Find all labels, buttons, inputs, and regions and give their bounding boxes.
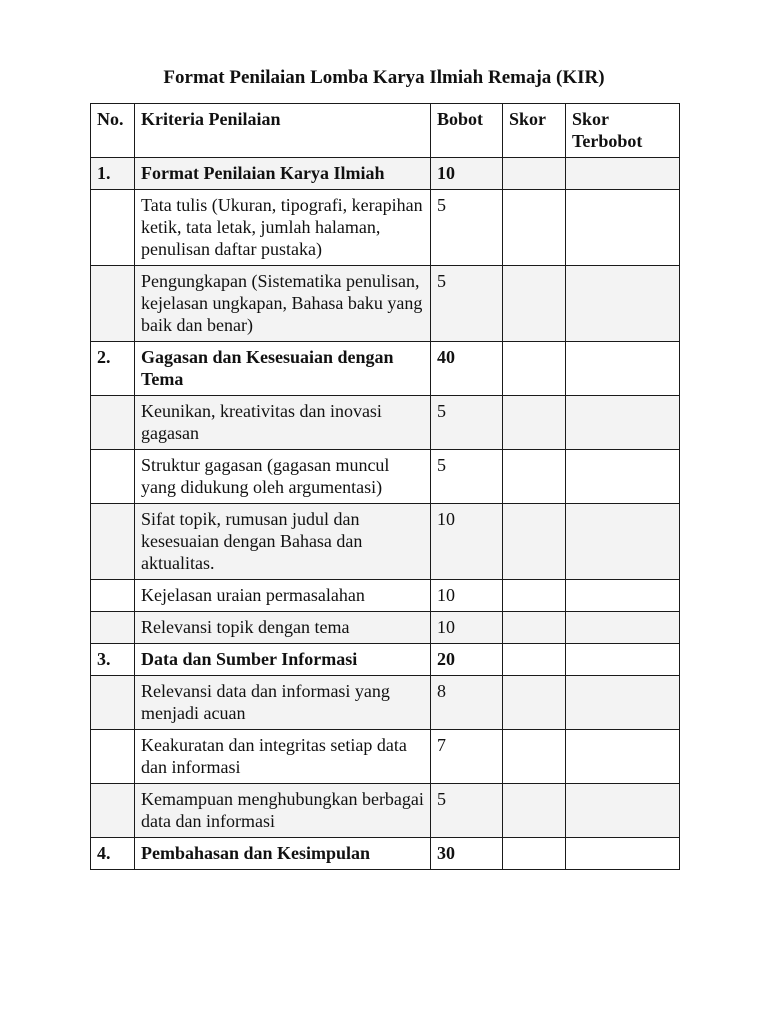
section-row <box>91 644 680 676</box>
header-criteria: Kriteria Penilaian <box>135 104 431 158</box>
row-weight: 5 <box>431 784 503 838</box>
row-score-cell <box>503 396 566 450</box>
row-number: 2. <box>91 342 135 396</box>
assessment-table <box>90 103 680 870</box>
row-criteria: Sifat topik, rumusan judul dan kesesuaian dengan Bahasa dan aktualitas. <box>135 504 431 580</box>
row-score-cell <box>503 580 566 612</box>
header-weight: Bobot <box>431 104 503 158</box>
row-score-cell <box>503 838 566 870</box>
row-score-cell <box>503 676 566 730</box>
row-weighted-score-cell <box>566 580 680 612</box>
row-score-cell <box>503 504 566 580</box>
row-criteria: Struktur gagasan (gagasan muncul yang didukung oleh argumentasi) <box>135 450 431 504</box>
table-body <box>91 158 680 870</box>
table-row <box>91 612 680 644</box>
table-row <box>91 450 680 504</box>
row-weighted-score-cell <box>566 342 680 396</box>
row-criteria: Tata tulis (Ukuran, tipografi, kerapihan ketik, tata letak, jumlah halaman, penulisan daftar pustaka) <box>135 190 431 266</box>
table-row <box>91 784 680 838</box>
row-weight: 7 <box>431 730 503 784</box>
row-criteria: Gagasan dan Kesesuaian dengan Tema <box>135 342 431 396</box>
row-number <box>91 190 135 266</box>
row-weight: 8 <box>431 676 503 730</box>
row-number <box>91 784 135 838</box>
row-number <box>91 266 135 342</box>
row-score-cell <box>503 730 566 784</box>
table-row <box>91 266 680 342</box>
row-criteria: Data dan Sumber Informasi <box>135 644 431 676</box>
row-weighted-score-cell <box>566 644 680 676</box>
table-row <box>91 504 680 580</box>
row-criteria: Pengungkapan (Sistematika penulisan, kejelasan ungkapan, Bahasa baku yang baik dan benar) <box>135 266 431 342</box>
row-criteria: Relevansi topik dengan tema <box>135 612 431 644</box>
row-number: 3. <box>91 644 135 676</box>
row-number: 4. <box>91 838 135 870</box>
row-score-cell <box>503 190 566 266</box>
row-criteria: Kejelasan uraian permasalahan <box>135 580 431 612</box>
row-weighted-score-cell <box>566 190 680 266</box>
row-number <box>91 730 135 784</box>
row-weighted-score-cell <box>566 450 680 504</box>
row-weight: 10 <box>431 580 503 612</box>
row-criteria: Keunikan, kreativitas dan inovasi gagasan <box>135 396 431 450</box>
row-weight: 5 <box>431 450 503 504</box>
row-weighted-score-cell <box>566 838 680 870</box>
row-weight: 10 <box>431 158 503 190</box>
row-criteria: Kemampuan menghubungkan berbagai data dan informasi <box>135 784 431 838</box>
row-score-cell <box>503 266 566 342</box>
section-row <box>91 838 680 870</box>
section-row <box>91 342 680 396</box>
row-weight: 20 <box>431 644 503 676</box>
row-weighted-score-cell <box>566 612 680 644</box>
header-score: Skor <box>503 104 566 158</box>
row-criteria: Pembahasan dan Kesimpulan <box>135 838 431 870</box>
row-criteria: Keakuratan dan integritas setiap data dan informasi <box>135 730 431 784</box>
row-score-cell <box>503 784 566 838</box>
row-weight: 30 <box>431 838 503 870</box>
row-weighted-score-cell <box>566 158 680 190</box>
row-weight: 5 <box>431 190 503 266</box>
row-weighted-score-cell <box>566 784 680 838</box>
header-no: No. <box>91 104 135 158</box>
table-row <box>91 396 680 450</box>
table-header-row <box>91 104 680 158</box>
row-weighted-score-cell <box>566 504 680 580</box>
row-criteria: Relevansi data dan informasi yang menjadi acuan <box>135 676 431 730</box>
row-weighted-score-cell <box>566 730 680 784</box>
row-score-cell <box>503 612 566 644</box>
header-weighted-score: Skor Terbobot <box>566 104 680 158</box>
row-weight: 40 <box>431 342 503 396</box>
row-score-cell <box>503 450 566 504</box>
row-number <box>91 396 135 450</box>
row-score-cell <box>503 342 566 396</box>
row-number: 1. <box>91 158 135 190</box>
row-number <box>91 612 135 644</box>
row-number <box>91 580 135 612</box>
row-number <box>91 450 135 504</box>
row-score-cell <box>503 644 566 676</box>
row-weight: 10 <box>431 612 503 644</box>
table-row <box>91 730 680 784</box>
row-score-cell <box>503 158 566 190</box>
row-weight: 5 <box>431 396 503 450</box>
row-number <box>91 504 135 580</box>
table-row <box>91 676 680 730</box>
row-number <box>91 676 135 730</box>
document-title: Format Penilaian Lomba Karya Ilmiah Remaja (KIR) <box>163 67 605 88</box>
table-row <box>91 190 680 266</box>
row-criteria: Format Penilaian Karya Ilmiah <box>135 158 431 190</box>
row-weighted-score-cell <box>566 396 680 450</box>
row-weight: 10 <box>431 504 503 580</box>
row-weighted-score-cell <box>566 676 680 730</box>
table-row <box>91 580 680 612</box>
row-weighted-score-cell <box>566 266 680 342</box>
row-weight: 5 <box>431 266 503 342</box>
section-row <box>91 158 680 190</box>
